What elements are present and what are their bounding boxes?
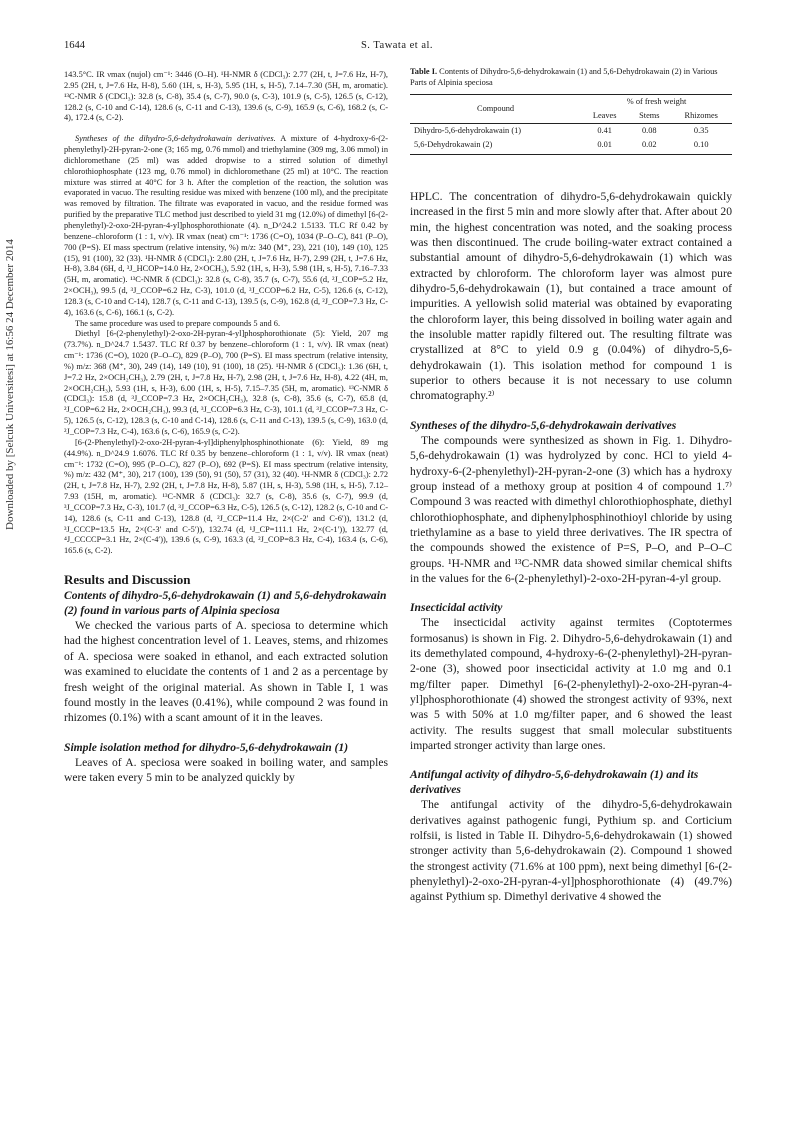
compound-6-paragraph: [6-(2-Phenylethyl)-2-oxo-2H-pyran-4-yl]diphenylphosphinothionate (6): Yield, 89 mg (44.9%). n_D^24.9 1.6076. TLC Rf 0.35 by benzene–chloroform (1 : 1, v/v). IR νmax (neat) cm⁻¹: 1732 (C=O), 995 (P–O–C), 827 (P–O), 692 (P=S). EI mass spectrum (relative intensity, %) m/z: 432 (M⁺, 30), 217 (100), 139 (50), 91 (50), 57 (31), 32 (40). ¹H-NMR δ (CDCl₃): 2.72 (2H, t, J=7.8 Hz, H-7), 2.92 (2H, t, J=7.8 Hz, H-8), 5.87 (1H, s, H-3), 5.98 (1H, s, H-5), 7.12–7.93 (15H, m, aromatic). ¹³C-NMR δ (CDCl₃): 32.7 (s, C-8), 35.6 (s, C-7), 99.9 (d, ³J_CCOP=7.3 Hz, C-3), 101.7 (d, ³J_CCOP=6.3 Hz, C-5), 126.5 (s, C-12), 128.2 (s, C-10 and C-14), 128.6 (s, C-11 and C-13), 128.8 (d, ²J_CCP=11.4 Hz, 2×(C-2′ and C-6′)), 131.2 (d, ³J_CCCP=13.5 Hz, 2×(C-3′ and C-5′)), 132.74 (d, ¹J_CP=111.1 Hz, 2×(C-1′)), 132.77 (d, ⁴J_CCCCP=3.1 Hz, 2×(C-4′)), 139.6 (s, C-9), 163.3 (d, ²J_COP=8.3 Hz, C-4), 163.4 (s, C-6), 165.6 (s, C-2).	[64, 437, 388, 556]
table-caption-text: Contents of Dihydro-5,6-dehydrokawain (1) and 5,6-Dehydrokawain (2) in Various Parts of Alpinia speciosa	[410, 67, 718, 87]
table-cell: 0.01	[581, 138, 628, 155]
compound-5-paragraph: Diethyl [6-(2-phenylethyl)-2-oxo-2H-pyran-4-yl]phosphorothionate (5): Yield, 207 mg (73.7%). n_D^24.7 1.5437. TLC Rf 0.37 by benzene–chloroform (1 : 1, v/v). IR νmax (neat) cm⁻¹: 1736 (C=O), 1020 (P–O–C), 829 (P–O), 700 (P=S). EI mass spectrum (relative intensity, %) m/z: 368 (M⁺, 30), 249 (14), 149 (10), 91 (100), 18 (25). ¹H-NMR δ (CDCl₃): 1.36 (6H, t, J=7.2 Hz, 2×OCH₂CH₃), 2.79 (2H, t, J=7.8 Hz, H-7), 2.98 (2H, t, J=7.6 Hz, H-8), 4.22 (4H, m, 2×OCH₂CH₃), 5.93 (1H, s, H-3), 6.00 (1H, s, H-5), 7.15–7.35 (5H, m, aromatic). ¹³C-NMR δ (CDCl₃): 15.8 (d, ³J_CCOP=7.3 Hz, 2×OCH₂CH₃), 32.8 (s, C-8), 35.6 (s, C-7), 65.8 (d, ²J_COP=6.2 Hz, 2×OCH₂CH₃), 99.3 (d, ³J_CCOP=6.3 Hz, C-3), 101.1 (d, ³J_CCOP=7.3 Hz, C-5), 126.5 (s, C-12), 128.3 (s, C-10 and C-14), 128.6 (s, C-11 and C-13), 139.5 (s, C-9), 163.0 (d, ²J_COP=7.3 Hz, C-4), 163.6 (s, C-6), 165.9 (s, C-2).	[64, 329, 388, 436]
isolation-paragraph: Leaves of A. speciosa were soaked in boiling water, and samples were taken every 5 min to be analyzed quickly by	[64, 755, 388, 784]
table-cell: 0.02	[628, 138, 670, 155]
synthesis-body: A mixture of 4-hydroxy-6-(2-phenylethyl)-2H-pyran-2-one (3; 165 mg, 0.76 mmol) and triethylamine (309 mg, 3.06 mmol) in dichloromethane (25 ml) was added dropwise to a stirred solution of dimethyl chlorothiophosphate (123 mg, 0.76 mmol) in dichloromethane (25 ml) at 10°C. The reaction mixture was stirred at 40°C for 3 h. After the completion of the reaction, the solution was evaporated in vacuo. The resulting residue was mixed with benzene (100 ml), and the precipitate was removed by filtration. The filtrate was evaporated in vacuo, and the residue formed was purified by the preparative TLC method just described to yield 31 mg (12.0%) of dimethyl [6-(2-phenylethyl)-2-oxo-2H-pyran-4-yl]phosphorothionate (4). n_D^24.2 1.5133. TLC Rf 0.42 by benzene–chloroform (1 : 1, v/v). IR νmax (neat) cm⁻¹: 1736 (C=O), 1034 (P–O–C), 841 (P–O), 700 (P=S). EI mass spectrum (relative intensity, %) m/z: 340 (M⁺, 23), 221 (10), 149 (10), 125 (15), 91 (100), 32 (33). ¹H-NMR δ (CDCl₃): 2.80 (2H, t, J=7.6 Hz, H-7), 2.99 (2H, t, J=7.6 Hz, H-8), 3.84 (6H, d, ³J_HCOP=14.0 Hz, 2×OCH₃), 5.92 (1H, s, H-3), 5.98 (1H, s, H-5), 7.16–7.33 (5H, m, aromatic). ¹³C-NMR δ (CDCl₃): 32.8 (s, C-8), 35.7 (s, C-7), 55.6 (d, ²J_COP=5.2 Hz, 2×OCH₃), 99.5 (d, ³J_CCOP=6.2 Hz, C-3), 101.0 (d, ³J_CCOP=6.2 Hz, C-5), 126.6 (s, C-12), 128.3 (s, C-10 and C-14), 128.7 (s, C-11 and C-13), 139.5 (s, C-9), 162.8 (d, ²J_COP=7.3 Hz, C-4), 163.6 (s, C-6), 166.1 (s, C-2).	[64, 134, 388, 317]
same-procedure-paragraph: The same procedure was used to prepare compounds 5 and 6.	[75, 318, 281, 328]
table-col-leaves: Leaves	[581, 109, 628, 124]
subsection-title-isolation: Simple isolation method for dihydro-5,6-dehydrokawain (1)	[64, 740, 349, 754]
right-column	[410, 66, 732, 905]
table-cell: 0.10	[670, 138, 732, 155]
table-cell: 0.08	[642, 126, 657, 135]
left-column	[64, 70, 388, 785]
table-header-group: % of fresh weight	[581, 95, 732, 110]
insecticidal-paragraph: The insecticidal activity against termites (Coptotermes formosanus) is shown in Fig. 2. Dihydro-5,6-dehydrokawain (1) and its demethylated compound, 4-hydroxy-6-(2-phenylethyl)-2H-pyran-2-one (3), showed poor insecticidal activity at 1.0 mg and 0.1 mg/filter paper. Dimethyl [6-(2-phenylethyl)-2-oxo-2H-pyran-4-yl]phosphorothionate (4) showed the strongest activity of 93%, next was 5 with 50% at 1.0 mg/filter paper, and 6 showed the least activity. The results suggest that small molecular substituents imparted stronger activity than large ones.	[410, 616, 732, 752]
section-title-results: Results and Discussion	[64, 572, 191, 588]
running-head: S. Tawata et al.	[360, 40, 434, 51]
subsection-title-insecticidal: Insecticidal activity	[410, 601, 503, 615]
antifungal-paragraph: The antifungal activity of the dihydro-5,6-dehydrokawain derivatives against pathogenic fungi, Pythium sp. and Corticium rolfsii, is listed in Table II. Dihydro-5,6-dehydrokawain (1) showed stronger activity than 5,6-dehydrokawain (2). Compound 1 showed the strongest activity (71.6% at 100 ppm), next being dimethyl [6-(2-phenylethyl)-2-oxo-2H-pyran-4-yl]phosphorothionate (4) (49.7%) against Pythium sp. Dimethyl derivative 4 showed the	[410, 798, 732, 904]
table-col-rhizomes: Rhizomes	[670, 109, 732, 124]
page-header	[64, 40, 730, 56]
subsection-title-antifungal: Antifungal activity of dihydro-5,6-dehydrokawain (1) and its derivatives	[410, 768, 699, 797]
table-col-stems: Stems	[628, 109, 670, 124]
synthesis-run-in-title: Syntheses of the dihydro-5,6-dehydrokawain derivatives.	[75, 134, 276, 144]
table-label: Table I.	[410, 67, 438, 76]
table-header-compound: Compound	[410, 95, 581, 124]
table-cell-compound: Dihydro-5,6-dehydrokawain (1)	[414, 126, 522, 135]
synthesis-paragraph	[64, 134, 388, 318]
hplc-paragraph: HPLC. The concentration of dihydro-5,6-dehydrokawain quickly increased in the first 5 min and more slowly after that. After about 20 min, the highest concentration was noted, and the soaking process was then discontinued. The crude boiling-water extract contained a substantial amount of dihydro-5,6-dehydrokawain (1) which was extracted by chloroform. The chloroform layer was almost pure dihydro-5,6-dehydrokawain (1), but contained a trace amount of impurities. A yellowish solid material was obtained by evaporating the chloroform layer, this being dissolved in boiling water again and the insoluble matter rapidly filtered out. The resulting filtrate was crystallized at 8°C to yield 0.9 g (0.04%) of dihydro-5,6-dehydrokawain (1). This isolation method for compound 1 is superior to others because it is not necessary to use column chromatography.²⁾	[410, 190, 732, 403]
download-watermark: Downloaded by [Selcuk Universitesi] at 16:56 24 December 2014	[4, 239, 16, 531]
subsection-title-contents: Contents of dihydro-5,6-dehydrokawain (1) and 5,6-dehydrokawain (2) found in various parts of Alpinia speciosa	[64, 589, 387, 618]
page-number: 1644	[64, 40, 85, 51]
contents-paragraph: We checked the various parts of A. speciosa to determine which had the highest concentration level of 1. Leaves, stems, and rhizomes of A. speciosa were soaked in ethanol, and each extracted solution was examined to elucidate the contents of 1 and 2 as a percentage by fresh weight of the original material. As shown in Table I, 1 was found mostly in the leaves (0.41%), while compound 2 was found in rhizomes (0.1%) with a scant amount of it in the leaves.	[64, 619, 388, 725]
table-row	[410, 138, 732, 155]
contents-table	[410, 94, 732, 155]
subsection-title-syntheses: Syntheses of the dihydro-5,6-dehydrokawain derivatives	[410, 418, 677, 432]
syntheses-paragraph: The compounds were synthesized as shown in Fig. 1. Dihydro-5,6-dehydrokawain (1) was hydrolyzed by conc. HCl to yield 4-hydroxy-6-(2-phenylethyl)-2H-pyran-2-one (3) which has a hydroxy group instead of a methoxy group at position 4 of compound 1.⁷⁾ Compound 3 was reacted with dimethyl chlorothiophosphate, diethyl chlorothiophosphate, and diphenylphosphinothioyl chloride by using triethylamine as a base to yield three derivatives. The IR spectra of the compounds showed the existence of P=S, P–O, and P–O–C groups. ¹H-NMR and ¹³C-NMR data showed similar chemical shifts in the values for the 6-(2-phenylethyl)-2-oxo-2H-pyran-4-yl group.	[410, 433, 732, 585]
table-cell: 0.41	[597, 126, 612, 135]
table-row	[410, 124, 732, 139]
experimental-paragraph: 143.5°C. IR νmax (nujol) cm⁻¹: 3446 (O–H). ¹H-NMR δ (CDCl₃): 2.77 (2H, t, J=7.6 Hz, H-7), 2.95 (2H, t, J=7.6 Hz, H-8), 5.60 (1H, s, H-3), 5.95 (1H, s, H-5), 7.14–7.30 (5H, m, aromatic). ¹³C-NMR δ (CDCl₃): 32.8 (s, C-8), 35.4 (s, C-7), 90.0 (s, C-3), 101.9 (s, C-5), 126.5 (s, C-12), 128.2 (s, C-10 and C-14), 128.6 (s, C-11 and C-13), 139.6 (s, C-9), 165.9 (s, C-6), 168.2 (s, C-4), 172.4 (s, C-2).	[64, 70, 388, 123]
table-caption	[410, 66, 732, 88]
table-cell-compound: 5,6-Dehydrokawain (2)	[410, 138, 581, 155]
table-cell: 0.35	[693, 126, 709, 135]
